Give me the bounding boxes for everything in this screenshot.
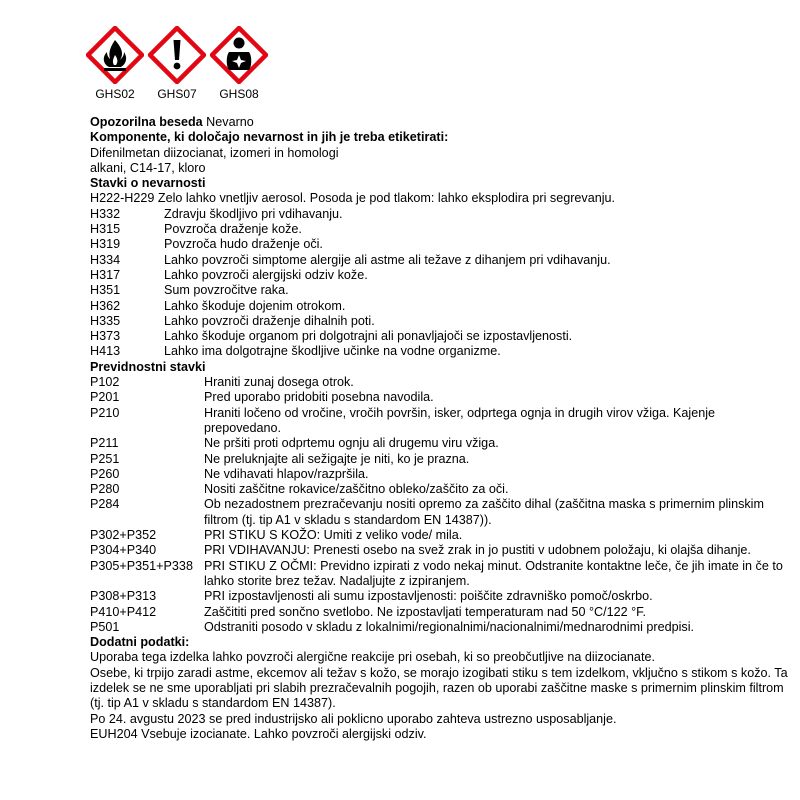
precautionary-statement <box>90 559 790 590</box>
component-line: Difenilmetan diizocianat, izomeri in homologi <box>90 145 339 160</box>
hazard-list <box>90 207 790 360</box>
precautionary-text: Zaščititi pred sončno svetlobo. Ne izpostavljati temperaturam nad 50 °C/122 °F. <box>204 604 646 619</box>
precautionary-code: P305+P351+P338 <box>90 558 193 573</box>
hazard-text: Povzroča hudo draženje oči. <box>164 237 323 252</box>
hazard-text: Lahko povzroči draženje dihalnih poti. <box>164 313 375 328</box>
precautionary-statement <box>90 497 790 528</box>
precautionary-text: Ne preluknjajte ali sežigajte je niti, ko je prazna. <box>204 451 470 466</box>
components-heading: Komponente, ki določajo nevarnost in jih je treba etiketirati: <box>90 130 449 145</box>
hazard-statement <box>90 283 790 298</box>
hazard-statement <box>90 329 790 344</box>
hazard-statement <box>90 268 790 283</box>
additional-line: Osebe, ki trpijo zaradi astme, ekcemov ali težav s kožo, se morajo izogibati stiku s tem izdelkom, vključno s stikom s kožo. Ta izdelek se ne sme uporabljati pri slabih prezračevalnih pogojih, razen ob uporabi zaščitne maske s primernim plinskim filtrom (tj. tip A1 v skladu s standardom EN 14387). <box>90 665 788 711</box>
hazard-statement <box>90 237 790 252</box>
hazard-text: Zdravju škodljivo pri vdihavanju. <box>164 206 343 221</box>
precautionary-text: Nositi zaščitne rokavice/zaščitno obleko/zaščito za oči. <box>204 482 509 497</box>
precautionary-code: P501 <box>90 619 120 634</box>
precautionary-text: Odstraniti posodo v skladu z lokalnimi/regionalnimi/nacionalnimi/mednarodnimi predpisi. <box>204 619 694 634</box>
precautionary-statement <box>90 543 790 558</box>
additional-heading: Dodatni podatki: <box>90 635 190 650</box>
additional-line: Po 24. avgustu 2023 se pred industrijsko ali poklicno uporabo zahteva ustrezno usposabljanje. <box>90 711 617 726</box>
hazard-text: Sum povzročitve raka. <box>164 283 289 298</box>
precautionary-text: PRI STIKU S KOŽO: Umiti z veliko vode/ mila. <box>204 528 463 543</box>
precautionary-text: Hraniti ločeno od vročine, vročih površin, isker, odprtega ognja in drugih virov vžiga. Kajenje prepovedano. <box>204 405 716 435</box>
pictogram-ghs07 <box>148 26 206 101</box>
precautionary-code: P308+P313 <box>90 589 157 604</box>
hazard-code: H362 <box>90 298 121 313</box>
precautionary-text: PRI izpostavljenosti ali sumu izpostavljenosti: poiščite zdravniško pomoč/oskrbo. <box>204 589 653 604</box>
precautionary-text: Ne pršiti proti odprtemu ognju ali drugemu viru vžiga. <box>204 436 499 451</box>
hazard-code: H335 <box>90 313 121 328</box>
hazard-code: H315 <box>90 222 121 237</box>
precautionary-code: P210 <box>90 405 120 420</box>
flame-icon <box>86 26 144 84</box>
precautionary-statement <box>90 390 790 405</box>
precautionary-statement <box>90 436 790 451</box>
precautionary-code: P211 <box>90 436 119 451</box>
hazard-code: H351 <box>90 283 121 298</box>
hazard-statement <box>90 207 790 222</box>
precautionary-statement <box>90 482 790 497</box>
precautionary-text: PRI VDIHAVANJU: Prenesti osebo na svež zrak in jo pustiti v udobnem položaju, ki olajša dihanje. <box>204 543 751 558</box>
hazard-code: H413 <box>90 344 121 359</box>
hazard-text: Lahko škoduje dojenim otrokom. <box>164 298 346 313</box>
precautionary-statement <box>90 605 790 620</box>
additional-line: Uporaba tega izdelka lahko povzroči alergične reakcije pri osebah, ki so preobčutljive na diizocianate. <box>90 650 655 665</box>
signal-word-label: Opozorilna beseda <box>90 115 203 129</box>
hazard-statement <box>90 344 790 359</box>
hazard-statement <box>90 299 790 314</box>
precautionary-statement <box>90 589 790 604</box>
hazard-code: H332 <box>90 206 121 221</box>
hazard-text: Lahko povzroči alergijski odziv kože. <box>164 267 368 282</box>
hazard-text: Lahko ima dolgotrajne škodljive učinke na vodne organizme. <box>164 344 501 359</box>
hazard-pictograms <box>86 26 276 106</box>
pictogram-code: GHS08 <box>219 87 259 101</box>
precautionary-list <box>90 375 790 635</box>
precautionary-statement <box>90 620 790 635</box>
hazard-statement <box>90 222 790 237</box>
pictogram-code: GHS02 <box>95 87 135 101</box>
precautionary-code: P251 <box>90 451 120 466</box>
precautionary-code: P410+P412 <box>90 604 157 619</box>
precautionary-text: Pred uporabo pridobiti posebna navodila. <box>204 390 434 405</box>
hazard-statement <box>90 253 790 268</box>
signal-word-line <box>90 115 790 130</box>
hazard-statement <box>90 314 790 329</box>
precautionary-text: Ob nezadostnem prezračevanju nositi opremo za zaščito dihal (zaščitna maska s primernim plinskim filtrom (tj. tip A1 v skladu s standardom EN 14387)). <box>204 497 764 527</box>
precautionary-statement <box>90 406 790 437</box>
precautionary-statement <box>90 452 790 467</box>
hazard-heading: Stavki o nevarnosti <box>90 176 206 191</box>
hazard-code: H317 <box>90 267 121 282</box>
precautionary-statement <box>90 467 790 482</box>
hazard-code: H334 <box>90 252 121 267</box>
component-line: alkani, C14-17, kloro <box>90 160 206 175</box>
precautionary-text: Ne vdihavati hlapov/razpršila. <box>204 466 369 481</box>
precautionary-heading: Previdnostni stavki <box>90 359 206 374</box>
precautionary-code: P280 <box>90 482 120 497</box>
precautionary-code: P102 <box>90 375 120 390</box>
hazard-statement-first: H222-H229 Zelo lahko vnetljiv aerosol. Posoda je pod tlakom: lahko eksplodira pri segrevanju. <box>90 191 616 206</box>
precautionary-statement <box>90 375 790 390</box>
hazard-text: Lahko povzroči simptome alergije ali astme ali težave z dihanjem pri vdihavanju. <box>164 252 611 267</box>
pictogram-ghs02 <box>86 26 144 101</box>
hazard-text: Povzroča draženje kože. <box>164 222 302 237</box>
precautionary-code: P302+P352 <box>90 528 157 543</box>
hazard-code: H373 <box>90 329 121 344</box>
hazard-code: H319 <box>90 237 121 252</box>
signal-word-value: Nevarno <box>206 115 254 129</box>
hazard-text: Lahko škoduje organom pri dolgotrajni ali ponavljajoči se izpostavljenosti. <box>164 329 573 344</box>
precautionary-code: P284 <box>90 497 120 512</box>
label-content <box>90 115 790 742</box>
precautionary-text: PRI STIKU Z OČMI: Previdno izpirati z vodo nekaj minut. Odstranite kontaktne leče, če jih imate in če to lahko storite brez težav. Nadaljujte z izpiranjem. <box>204 558 783 588</box>
precautionary-text: Hraniti zunaj dosega otrok. <box>204 375 354 390</box>
precautionary-code: P304+P340 <box>90 543 157 558</box>
additional-line: EUH204 Vsebuje izocianate. Lahko povzroči alergijski odziv. <box>90 726 427 741</box>
health-hazard-icon <box>210 26 268 84</box>
pictogram-ghs08 <box>210 26 268 101</box>
precautionary-code: P201 <box>90 390 120 405</box>
exclamation-icon <box>148 26 206 84</box>
precautionary-statement <box>90 528 790 543</box>
pictogram-code: GHS07 <box>157 87 197 101</box>
precautionary-code: P260 <box>90 466 120 481</box>
